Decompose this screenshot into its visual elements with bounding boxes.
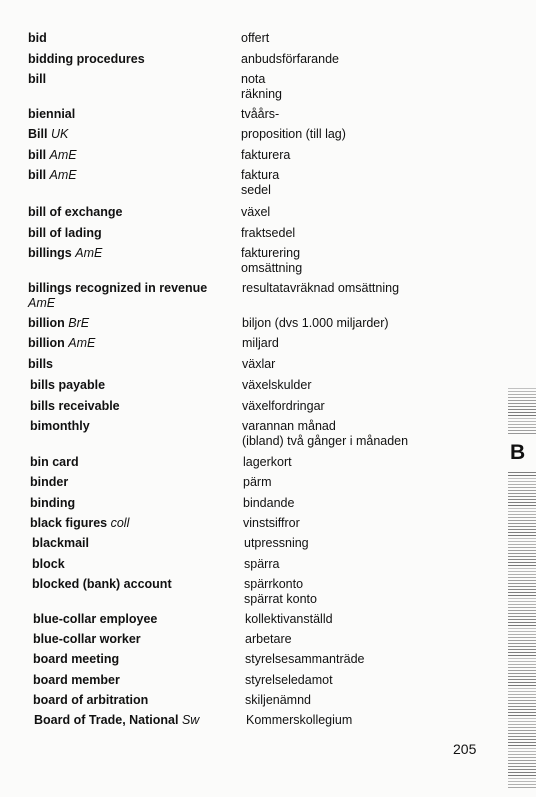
entry-term (33, 693, 248, 708)
translation-line: skiljenämnd (245, 693, 312, 707)
entry-term-text: blue-collar worker (33, 632, 141, 646)
translation-line: spärrkonto (244, 577, 304, 591)
translation-line: styrelsesammanträde (245, 652, 365, 666)
entry-term (32, 536, 247, 551)
entry-term (30, 399, 245, 414)
translation-line: miljard (242, 336, 279, 350)
entry-term (28, 357, 243, 372)
entry-term-text: bill (28, 72, 47, 86)
entry-term (30, 378, 245, 393)
entry-term (28, 336, 243, 351)
entry-term-text: binding (30, 496, 76, 510)
entry-row (0, 168, 500, 208)
entry-translation (242, 357, 502, 372)
entry-row (0, 72, 500, 112)
entry-translation (245, 693, 505, 708)
entry-term-text: biennial (28, 107, 76, 121)
entry-translation (241, 72, 501, 102)
translation-line: bindande (243, 496, 295, 510)
translation-line: växlar (242, 357, 276, 371)
translation-line: offert (241, 31, 270, 45)
entry-term (28, 168, 243, 183)
translation-line: växelskulder (242, 378, 312, 392)
entry-term (28, 148, 243, 163)
entry-term-text: bid (28, 31, 47, 45)
entry-translation (241, 127, 501, 142)
entry-term-text: billings (28, 246, 72, 260)
entry-usage-label: AmE (75, 246, 103, 260)
entry-translation (243, 516, 503, 531)
entry-row (0, 281, 500, 321)
entry-term (34, 713, 249, 728)
entry-term-text: bills receivable (30, 399, 120, 413)
translation-line: faktura (241, 168, 280, 182)
entry-translation (244, 557, 504, 572)
translation-line: resultatavräknad omsättning (242, 281, 400, 295)
entry-term-text: board of arbitration (33, 693, 149, 707)
entry-usage-label: UK (50, 127, 69, 141)
entry-translation (242, 281, 502, 296)
translation-line: spärrat konto (244, 592, 317, 606)
entry-translation (245, 612, 505, 627)
entry-usage-label: AmE (68, 336, 96, 350)
entry-translation (242, 399, 502, 414)
entry-term (33, 632, 248, 647)
entry-row (0, 713, 500, 753)
translation-line: pärm (243, 475, 272, 489)
entry-term-text: billings recognized in revenue (28, 281, 208, 295)
entry-usage-label: BrE (68, 316, 90, 330)
entry-row (0, 246, 500, 286)
translation-line: anbudsförfarande (241, 52, 339, 66)
entry-term (28, 72, 243, 87)
translation-line: fakturering (241, 246, 301, 260)
entry-translation (242, 419, 502, 449)
entry-term-text: block (32, 557, 65, 571)
entry-translation (245, 632, 505, 647)
entry-term-text: billion (28, 316, 65, 330)
entry-term (28, 246, 243, 261)
translation-line: nota (241, 72, 266, 86)
entry-translation (242, 316, 502, 331)
entry-translation (244, 577, 504, 607)
translation-line: lagerkort (243, 455, 292, 469)
entry-term (28, 226, 243, 241)
entry-term (33, 612, 248, 627)
translation-line: proposition (till lag) (241, 127, 346, 141)
translation-line: Kommerskollegium (246, 713, 353, 727)
entry-term (33, 673, 248, 688)
entry-term-text: bills (28, 357, 54, 371)
page-number: 205 (453, 741, 477, 757)
translation-line: omsättning (241, 261, 303, 275)
entry-usage-label: AmE (49, 148, 77, 162)
entry-term (28, 281, 243, 311)
entry-translation (241, 52, 501, 67)
translation-line: tvåårs- (241, 107, 280, 121)
entry-term (28, 205, 243, 220)
translation-line: kollektivanställd (245, 612, 333, 626)
translation-line: varannan månad (242, 419, 336, 433)
entry-usage-label: AmE (28, 296, 56, 310)
translation-line: utpressning (244, 536, 309, 550)
entry-term-text: Board of Trade, National (34, 713, 179, 727)
entry-translation (243, 475, 503, 490)
entry-translation (243, 455, 503, 470)
entry-term (28, 316, 243, 331)
entry-term (28, 127, 243, 142)
translation-line: sedel (241, 183, 271, 197)
entry-translation (241, 226, 501, 241)
entry-term-text: bill (28, 168, 47, 182)
section-letter: B (510, 441, 526, 464)
entry-term (32, 557, 247, 572)
entry-term (30, 419, 245, 434)
entry-term-text: billion (28, 336, 65, 350)
entry-translation (241, 205, 501, 220)
entry-term (28, 52, 243, 67)
entry-term-text: board member (33, 673, 120, 687)
entry-usage-label: Sw (181, 713, 200, 727)
translation-line: biljon (dvs 1.000 miljarder) (242, 316, 389, 330)
entry-translation (241, 246, 501, 276)
entry-term-text: blackmail (32, 536, 89, 550)
entry-term (28, 107, 243, 122)
translation-line: arbetare (245, 632, 292, 646)
entry-translation (246, 713, 506, 728)
entry-term-text: bill of lading (28, 226, 102, 240)
entry-term-text: bill (28, 148, 47, 162)
entry-term-text: bin card (30, 455, 79, 469)
translation-line: vinstsiffror (243, 516, 300, 530)
translation-line: fraktsedel (241, 226, 296, 240)
entry-term-text: bills payable (30, 378, 106, 392)
entry-translation (241, 107, 501, 122)
entry-translation (242, 336, 502, 351)
entry-term (30, 475, 245, 490)
entry-translation (241, 31, 501, 46)
translation-line: styrelseledamot (245, 673, 333, 687)
translation-line: fakturera (241, 148, 291, 162)
entry-translation (245, 673, 505, 688)
entry-translation (245, 652, 505, 667)
entry-translation (241, 168, 501, 198)
entry-term-text: Bill (28, 127, 48, 141)
thumb-index-band (508, 388, 536, 788)
entry-term (32, 577, 247, 592)
entry-term (33, 652, 248, 667)
entry-term (30, 496, 245, 511)
entry-term-text: binder (30, 475, 69, 489)
entry-term (30, 516, 245, 531)
entry-term-text: board meeting (33, 652, 120, 666)
entry-usage-label: coll (110, 516, 130, 530)
entry-term-text: bimonthly (30, 419, 90, 433)
entry-row (0, 577, 500, 617)
entry-term (28, 31, 243, 46)
entry-translation (243, 496, 503, 511)
entry-term (30, 455, 245, 470)
entry-row (0, 419, 500, 459)
entry-term-text: black figures (30, 516, 108, 530)
translation-line: spärra (244, 557, 280, 571)
entry-translation (242, 378, 502, 393)
entry-term-text: blue-collar employee (33, 612, 158, 626)
translation-line: (ibland) två gånger i månaden (242, 434, 409, 448)
entry-term-text: blocked (bank) account (32, 577, 172, 591)
translation-line: räkning (241, 87, 282, 101)
entry-usage-label: AmE (49, 168, 77, 182)
translation-line: växelfordringar (242, 399, 325, 413)
entry-translation (241, 148, 501, 163)
translation-line: växel (241, 205, 271, 219)
entry-translation (244, 536, 504, 551)
entry-term-text: bill of exchange (28, 205, 123, 219)
entry-term-text: bidding procedures (28, 52, 145, 66)
